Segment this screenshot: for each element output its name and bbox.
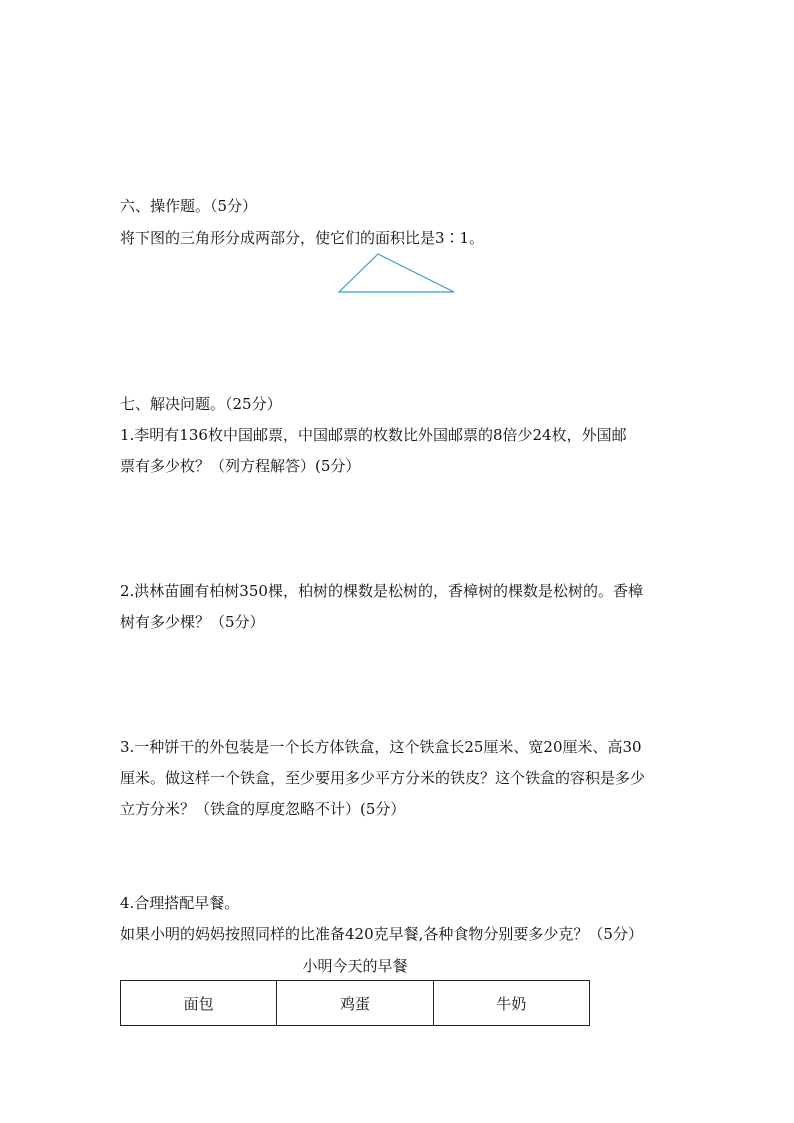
- breakfast-table-title: 小明今天的早餐: [302, 957, 408, 975]
- section6-question: 将下图的三角形分成两部分，使它们的面积比是3∶1。: [120, 229, 485, 247]
- triangle-figure: [336, 252, 458, 296]
- problem1-line1: 1.李明有136枚中国邮票，中国邮票的枚数比外国邮票的8倍少24枚，外国邮: [120, 426, 627, 444]
- section6-heading: 六、操作题。（5分）: [120, 197, 258, 215]
- table-cell-bread: 面包: [121, 981, 277, 1026]
- table-cell-egg: 鸡蛋: [277, 981, 433, 1026]
- breakfast-table: [120, 980, 590, 1026]
- problem3-line1: 3.一种饼干的外包装是一个长方体铁盒，这个铁盒长25厘米、宽20厘米、高30: [120, 738, 642, 756]
- problem3-line3: 立方分米？（铁盒的厚度忽略不计）(5分）: [120, 800, 406, 818]
- breakfast-table-row: [121, 981, 590, 1026]
- problem4-line1: 4.合理搭配早餐。: [120, 894, 240, 912]
- section7-heading: 七、解决问题。（25分）: [120, 395, 282, 413]
- problem2-line2: 树有多少棵？（5分）: [120, 613, 265, 631]
- table-cell-milk: 牛奶: [433, 981, 589, 1026]
- problem1-line2: 票有多少枚？（列方程解答）(5分）: [120, 457, 361, 475]
- problem4-line2: 如果小明的妈妈按照同样的比准备420克早餐,各种食物分别要多少克？（5分）: [120, 925, 643, 943]
- problem3-line2: 厘米。做这样一个铁盒，至少要用多少平方分米的铁皮？这个铁盒的容积是多少: [120, 769, 646, 787]
- triangle-shape: [339, 254, 454, 292]
- problem2-line1: 2.洪林苗圃有柏树350棵，柏树的棵数是松树的，香樟树的棵数是松树的。香樟: [120, 582, 643, 600]
